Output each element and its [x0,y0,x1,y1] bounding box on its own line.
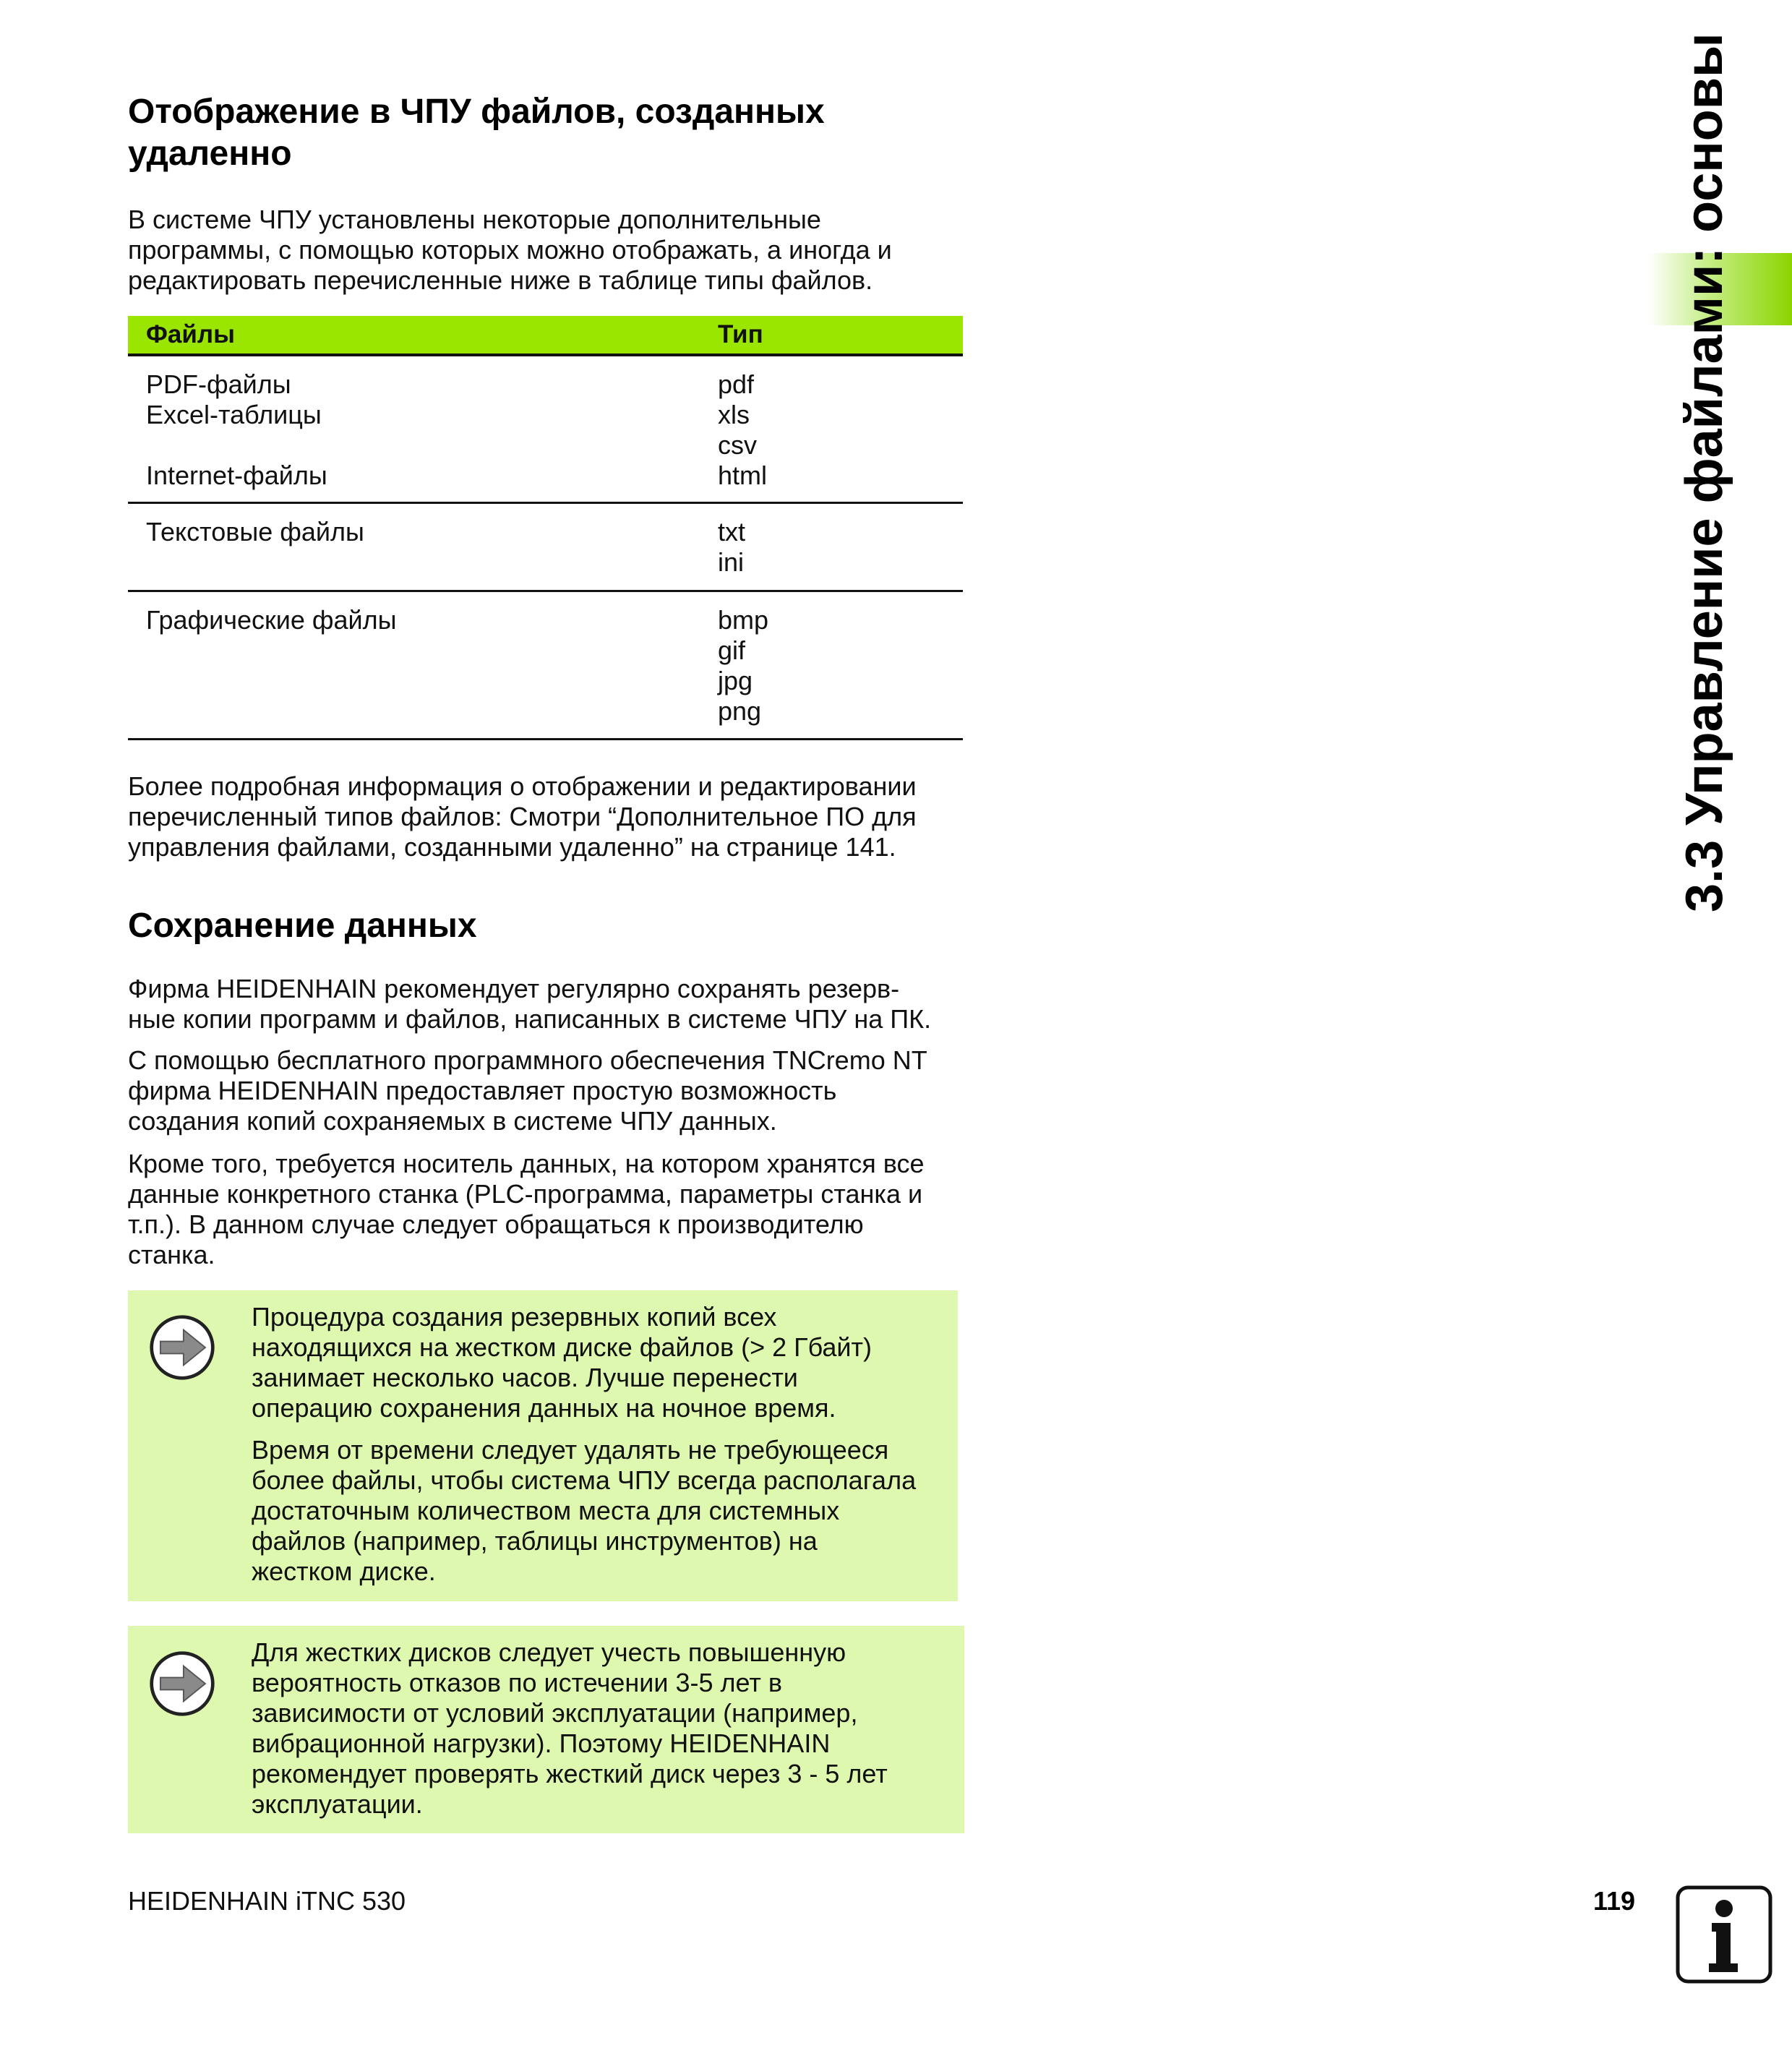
text-line: ные копии программ и файлов, написанных в системе ЧПУ на ПК. [128,1004,932,1034]
arrow-right-icon [148,1650,216,1718]
table-row [128,592,963,740]
header-files: Файлы [146,320,235,348]
text-line: жестком диске. [252,1556,436,1586]
text-line: С помощью бесплатного программного обеспечения TNCremo NT [128,1045,927,1075]
text-line: Более подробная информация о отображении и редактировании [128,771,917,801]
cell-line: pdf [718,369,755,399]
intro-paragraph [128,205,966,296]
note-text [252,1302,916,1587]
cell-line: jpg [718,666,753,695]
cell-line: Excel-таблицы [146,400,322,429]
backup-paragraph-3 [128,1149,966,1270]
cell-line: txt [718,517,746,547]
note-box-backup [128,1290,958,1601]
cell-line: Internet-файлы [146,460,327,490]
text-line: программы, с помощью которых можно отображать, а иногда и [128,235,892,265]
arrow-right-icon [148,1314,216,1381]
text-line: вибрационной нагрузки). Поэтому HEIDENHAIN [252,1728,831,1758]
note-text [252,1637,888,1820]
text-line: занимает несколько часов. Лучше перенести [252,1363,798,1392]
text-line: управления файлами, созданными удаленно” на странице 141. [128,832,896,862]
text-line: Фирма HEIDENHAIN рекомендует регулярно сохранять резерв- [128,974,900,1003]
text-line: более файлы, чтобы система ЧПУ всегда располагала [252,1465,917,1495]
backup-paragraph-1 [128,974,966,1034]
files-cell [146,369,327,491]
table-row [128,356,963,504]
header-type: Тип [718,320,763,348]
section-title-data-backup: Сохранение данных [128,907,477,945]
text-line: Процедура создания резервных копий всех [252,1302,777,1332]
type-cell [718,605,768,727]
cell-line: Текстовые файлы [146,517,364,547]
side-chapter-title: 3.3 Управление файлами: основы [1676,33,1733,912]
section-title-remote-files [128,91,963,175]
cell-line: ini [718,547,745,577]
note-box-hard-disk [128,1626,964,1833]
text-line: рекомендует проверять жесткий диск через 3 - 5 лет [252,1759,888,1788]
text-line: Кроме того, требуется носитель данных, на котором хранятся все [128,1149,925,1178]
text-line: вероятность отказов по истечении 3-5 лет в [252,1668,782,1697]
text-line: данные конкретного станка (PLC-программа, параметры станка и [128,1179,923,1209]
text-line: зависимости от условий эксплуатации (например, [252,1698,858,1728]
cell-line: csv [718,430,757,460]
text-line: Время от времени следует удалять не требующееся [252,1435,889,1465]
table-header [128,316,963,356]
cell-line: bmp [718,605,769,635]
text-line: операцию сохранения данных на ночное время. [252,1393,836,1423]
text-line: находящихся на жестком диске файлов (> 2 Гбайт) [252,1332,873,1362]
file-types-table [128,316,963,740]
text-line: станка. [128,1240,215,1269]
text-line: файлов (например, таблицы инструментов) на [252,1526,818,1556]
type-cell [718,517,745,578]
text-line: перечисленный типов файлов: Смотри “Дополнительное ПО для [128,802,917,831]
cell-line: xls [718,400,750,429]
info-icon [1676,1885,1772,1984]
text-line: фирма HEIDENHAIN предоставляет простую возможность [128,1076,837,1105]
page-number: 119 [1593,1886,1636,1916]
table-row [128,504,963,592]
text-line: В системе ЧПУ установлены некоторые дополнительные [128,205,821,234]
files-cell [146,517,364,547]
cell-line: gif [718,635,746,665]
text-line: достаточным количеством места для системных [252,1496,840,1525]
cell-line: Графические файлы [146,605,397,635]
text-line: т.п.). В данном случае следует обращаться к производителю [128,1209,864,1239]
cell-line [146,430,327,460]
text-line: создания копий сохраняемых в системе ЧПУ данных. [128,1106,777,1136]
title-line: удаленно [128,134,292,173]
spacer [252,1423,916,1435]
type-cell [718,369,767,491]
text-line: Для жестких дисков следует учесть повышенную [252,1637,846,1667]
backup-paragraph-2 [128,1045,966,1136]
text-line: эксплуатации. [252,1789,423,1819]
cell-line: png [718,696,762,726]
cell-line: PDF-файлы [146,369,291,399]
footer-product: HEIDENHAIN iTNC 530 [128,1886,406,1916]
cell-line: html [718,460,768,490]
more-info-paragraph [128,771,966,862]
files-cell [146,605,397,635]
title-line: Отображение в ЧПУ файлов, созданных [128,93,825,131]
text-line: редактировать перечисленные ниже в таблице типы файлов. [128,265,873,295]
